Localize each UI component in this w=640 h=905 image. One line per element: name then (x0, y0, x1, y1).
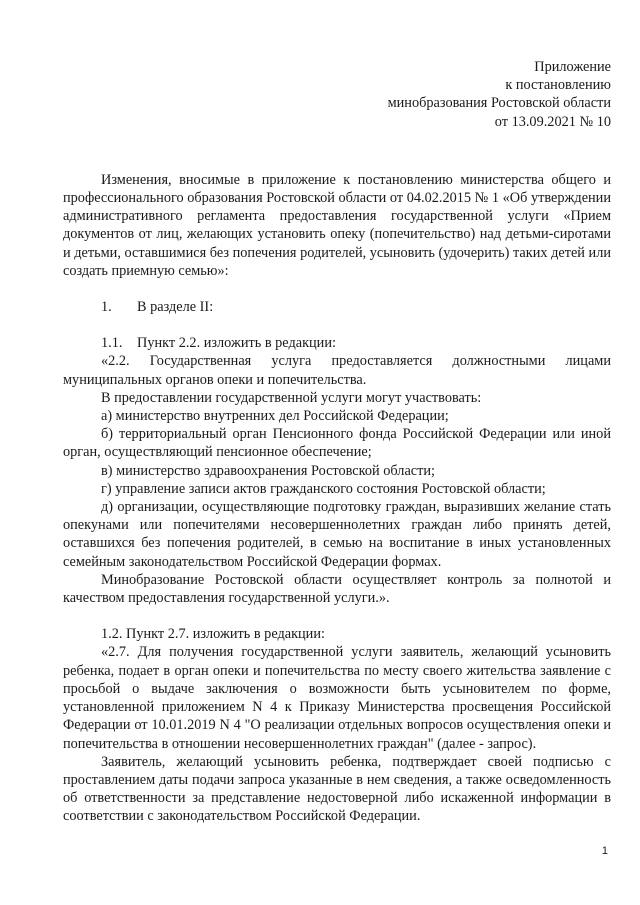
header-line-ministry: минобразования Ростовской области (387, 95, 611, 112)
section-1-number: 1. (101, 299, 112, 316)
item-1-2-heading: 1.2. Пункт 2.7. изложить в редакции: (101, 626, 325, 643)
paragraph-2-7: «2.7. Для получения государственной услуги заявитель, желающий усыновить ребенка, подает в орган опеки и попечительства по месту своего жительства заявление с просьбой о выдаче заключения о возможности быть усыновителем по форме, установленной приложением N 4 к Приказу Министерства просвещения Российской Федерации от 10.01.2019 N 4 "О реализации отдельных вопросов осуществления опеки и попечительства в отношении несовершеннолетних граждан" (далее - запрос). (63, 644, 611, 752)
header-line-to-resolution: к постановлению (505, 77, 611, 94)
item-1-1-heading (63, 334, 611, 352)
intro-paragraph: Изменения, вносимые в приложение к постановлению министерства общего и профессионального образования Ростовской области от 04.02.2015 № 1 «Об утверждении административного регламента предоставления государственной услуги «Прием документов от лиц, желающих установить опеку (попечительство) над детьми-сиротами и детьми, оставшимися без попечения родителей, усыновить (удочерить) таких детей или создать приемную семью»: (63, 171, 611, 279)
list-item-a: а) министерство внутренних дел Российской Федерации; (101, 408, 449, 425)
list-item-v: в) министерство здравоохранения Ростовской области; (101, 462, 436, 479)
document-header (63, 58, 611, 131)
paragraph-2-2: «2.2. Государственная услуга предоставляется должностными лицами муниципальных органов опеки и попечительства. (63, 353, 611, 388)
page-number: 1 (601, 845, 608, 857)
header-line-appendix: Приложение (534, 59, 611, 75)
section-1-title: В разделе II: (137, 299, 214, 316)
list-item-b: б) территориальный орган Пенсионного фонда Российской Федерации или иной орган, осуществляющий пенсионное обеспечение; (63, 426, 611, 461)
item-1-1-number: 1.1. (101, 335, 123, 352)
item-1-1-title: Пункт 2.2. изложить в редакции: (137, 335, 336, 352)
section-1-heading (63, 298, 611, 316)
header-line-date: от 13.09.2021 № 10 (494, 113, 611, 130)
document-page (63, 58, 611, 826)
paragraph-2-7-applicant: Заявитель, желающий усыновить ребенка, подтверждает своей подписью с проставлением даты подачи запроса указанные в нем сведения, а также осведомленность об ответственности за представление недостоверной либо искаженной информации в соответствии с законодательством Российской Федерации. (63, 753, 611, 825)
paragraph-2-2-participants: В предоставлении государственной услуги могут участвовать: (101, 389, 482, 406)
paragraph-2-2-control: Минобразование Ростовской области осуществляет контроль за полнотой и качеством предоставления государственной услуги.». (63, 571, 611, 607)
list-item-d: д) организации, осуществляющие подготовку граждан, выразивших желание стать опекунами или попечителями несовершеннолетних граждан либо принять детей, оставшихся без попечения родителей, в семью на воспитание в иных установленных семейным законодательством Российской Федерации формах. (63, 499, 611, 570)
list-item-g: г) управление записи актов гражданского состояния Ростовской области; (101, 480, 546, 497)
